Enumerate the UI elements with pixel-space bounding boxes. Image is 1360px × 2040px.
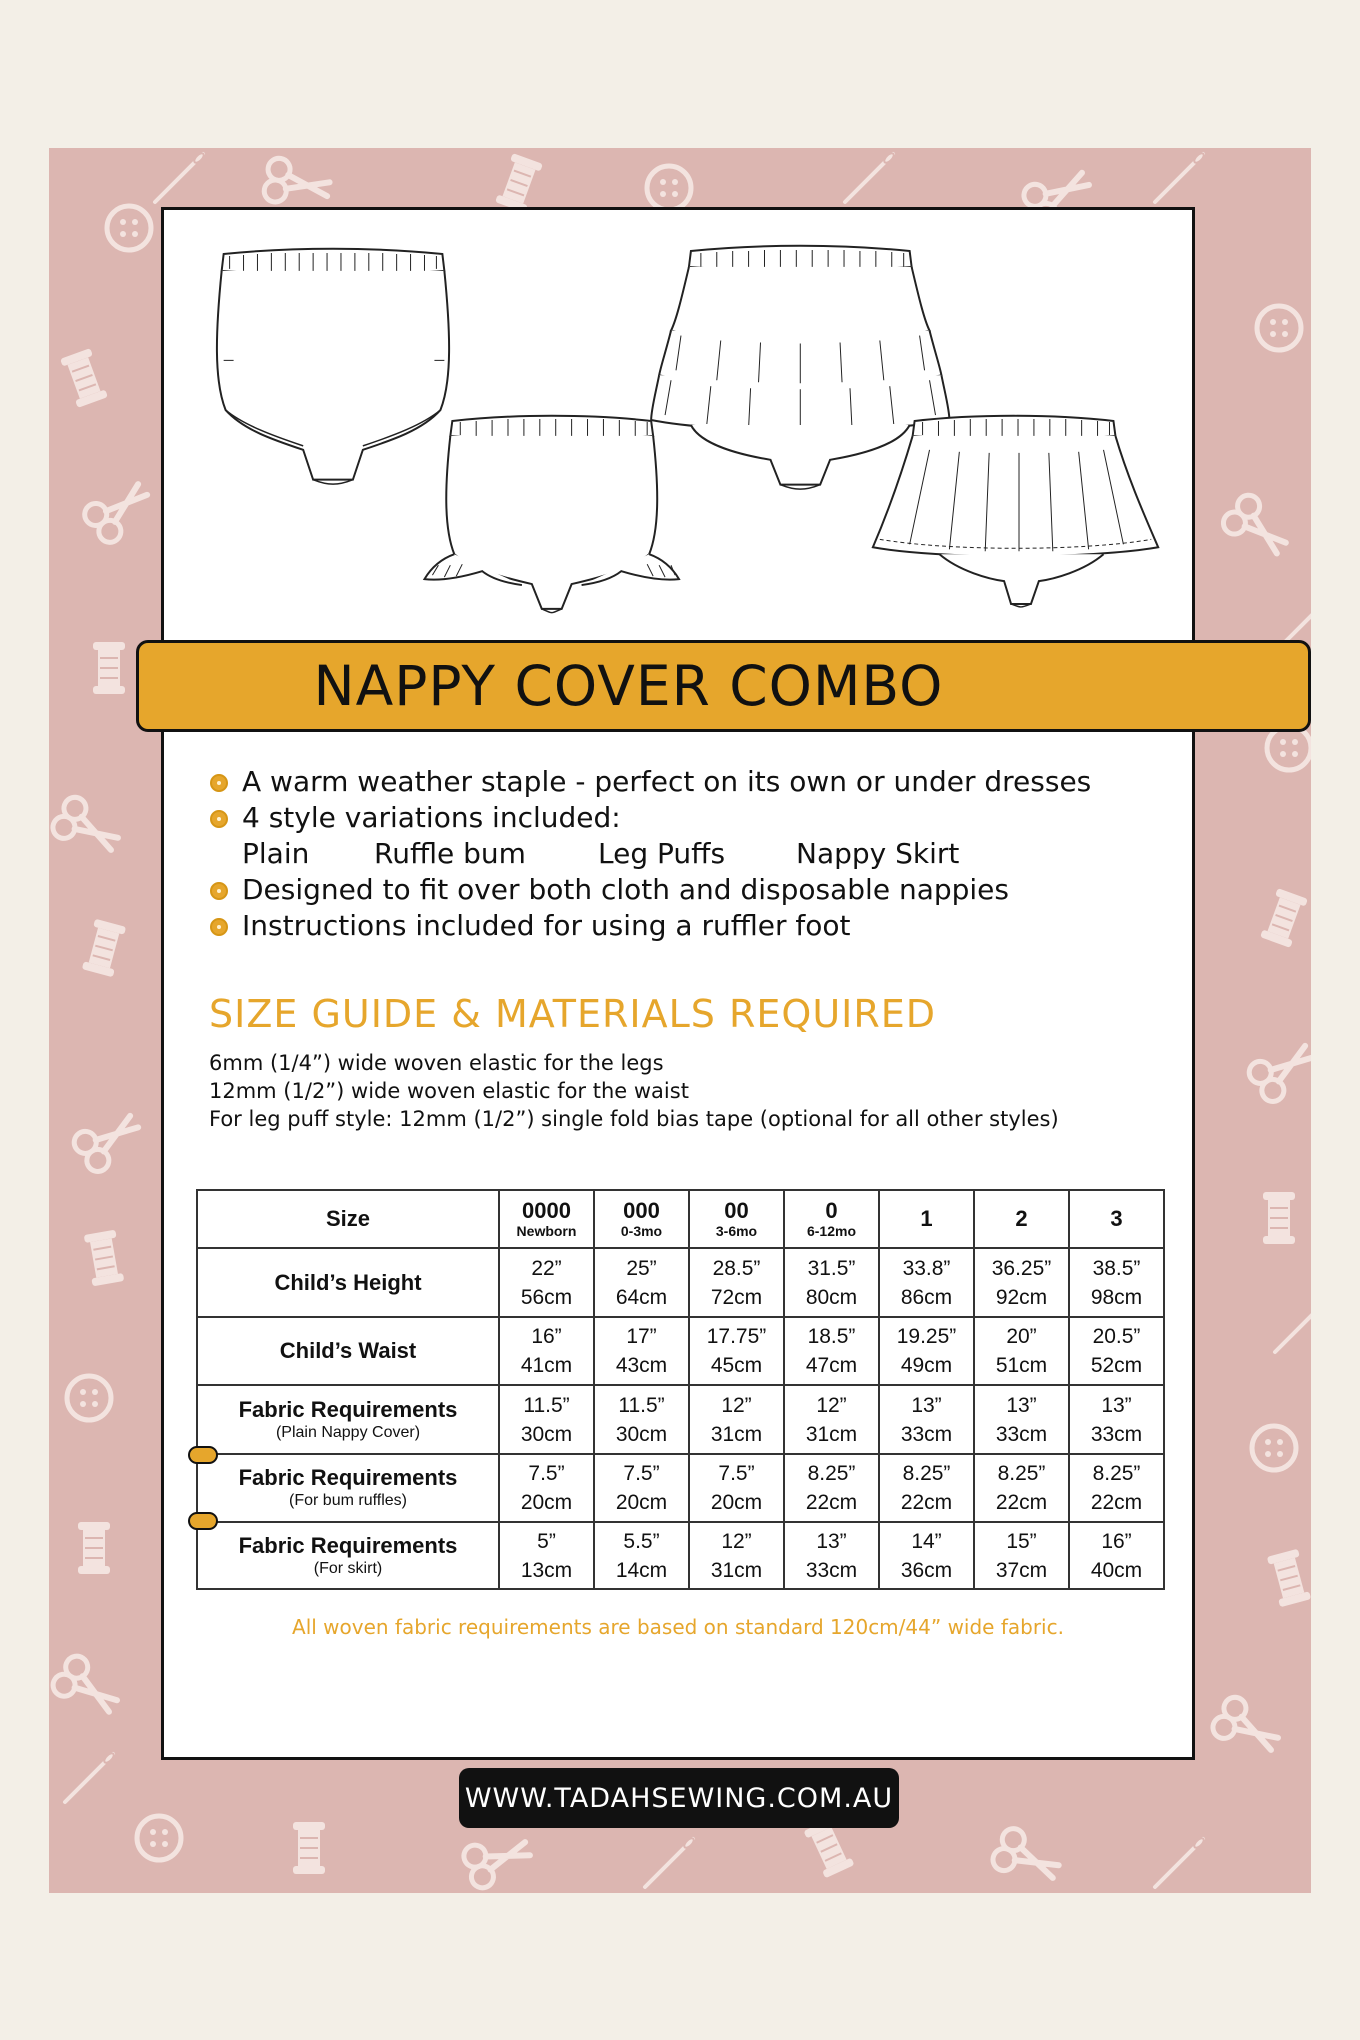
title-banner xyxy=(136,640,1311,732)
table-header-row xyxy=(197,1190,1164,1248)
section-title: SIZE GUIDE & MATERIALS REQUIRED xyxy=(209,992,937,1036)
button-bullet-icon xyxy=(210,918,228,936)
page-title: NAPPY COVER COMBO xyxy=(313,654,944,718)
table-row: Fabric Requirements (For skirt) 5” 13cm 5.5” 14cm 12” 31cm 13” 33cm 14” 36cm 15” 37cm 16” 40cm xyxy=(197,1522,1164,1589)
size-column-header: 1 xyxy=(879,1190,974,1248)
nappy-skirt-illustration xyxy=(873,416,1158,607)
ruffle-bum-nappy-cover-illustration xyxy=(651,246,949,489)
style-nappy-skirt: Nappy Skirt xyxy=(796,837,960,870)
size-column-header: 0000 Newborn xyxy=(499,1190,594,1248)
feature-list xyxy=(206,764,1156,944)
style-plain: Plain xyxy=(242,837,310,870)
materials-list xyxy=(209,1049,1059,1133)
size-column-header: 00 3-6mo xyxy=(689,1190,784,1248)
style-ruffle-bum: Ruffle bum xyxy=(374,837,526,870)
table-corner: Size xyxy=(197,1190,499,1248)
size-table xyxy=(196,1189,1165,1590)
fabric-note: All woven fabric requirements are based on standard 120cm/44” wide fabric. xyxy=(292,1615,1064,1639)
list-item: 4 style variations included: xyxy=(206,800,1156,836)
list-item: Designed to fit over both cloth and disposable nappies xyxy=(206,872,1156,908)
size-column-header: 000 0-3mo xyxy=(594,1190,689,1248)
table-row: Fabric Requirements (For bum ruffles) 7.5” 20cm 7.5” 20cm 7.5” 20cm 8.25” 22cm 8.25” 22cm 8.25” 22cm 8.25” 22cm xyxy=(197,1454,1164,1522)
leg-puffs-nappy-cover-illustration xyxy=(424,416,679,613)
style-leg-puffs: Leg Puffs xyxy=(598,837,726,870)
list-item: A warm weather staple - perfect on its own or under dresses xyxy=(206,764,1156,800)
table-row: Fabric Requirements (Plain Nappy Cover) 11.5” 30cm 11.5” 30cm 12” 31cm 12” 31cm 13” 33cm 13” 33cm 13” 33cm xyxy=(197,1385,1164,1454)
binder-tab-decoration xyxy=(188,1446,218,1464)
material-item: 12mm (1/2”) wide woven elastic for the waist xyxy=(209,1079,689,1103)
style-variations xyxy=(206,836,1156,872)
size-column-header: 0 6-12mo xyxy=(784,1190,879,1248)
size-column-header: 2 xyxy=(974,1190,1069,1248)
binder-tab-decoration xyxy=(188,1512,218,1530)
website-link[interactable]: WWW.TADAHSEWING.COM.AU xyxy=(464,1782,894,1814)
plain-nappy-cover-illustration xyxy=(217,249,449,484)
website-badge[interactable] xyxy=(459,1768,899,1828)
size-column-header: 3 xyxy=(1069,1190,1164,1248)
button-bullet-icon xyxy=(210,882,228,900)
button-bullet-icon xyxy=(210,774,228,792)
material-item: 6mm (1/4”) wide woven elastic for the legs xyxy=(209,1051,664,1075)
table-row: Child’s Waist 16” 41cm 17” 43cm 17.75” 45cm 18.5” 47cm 19.25” 49cm 20” 51cm 20.5” 52cm xyxy=(197,1317,1164,1385)
table-row: Child’s Height 22” 56cm 25” 64cm 28.5” 72cm 31.5” 80cm 33.8” 86cm 36.25” 92cm 38.5” 98cm xyxy=(197,1248,1164,1317)
button-bullet-icon xyxy=(210,810,228,828)
material-item: For leg puff style: 12mm (1/2”) single fold bias tape (optional for all other styles) xyxy=(209,1107,1059,1131)
list-item: Instructions included for using a ruffler foot xyxy=(206,908,1156,944)
